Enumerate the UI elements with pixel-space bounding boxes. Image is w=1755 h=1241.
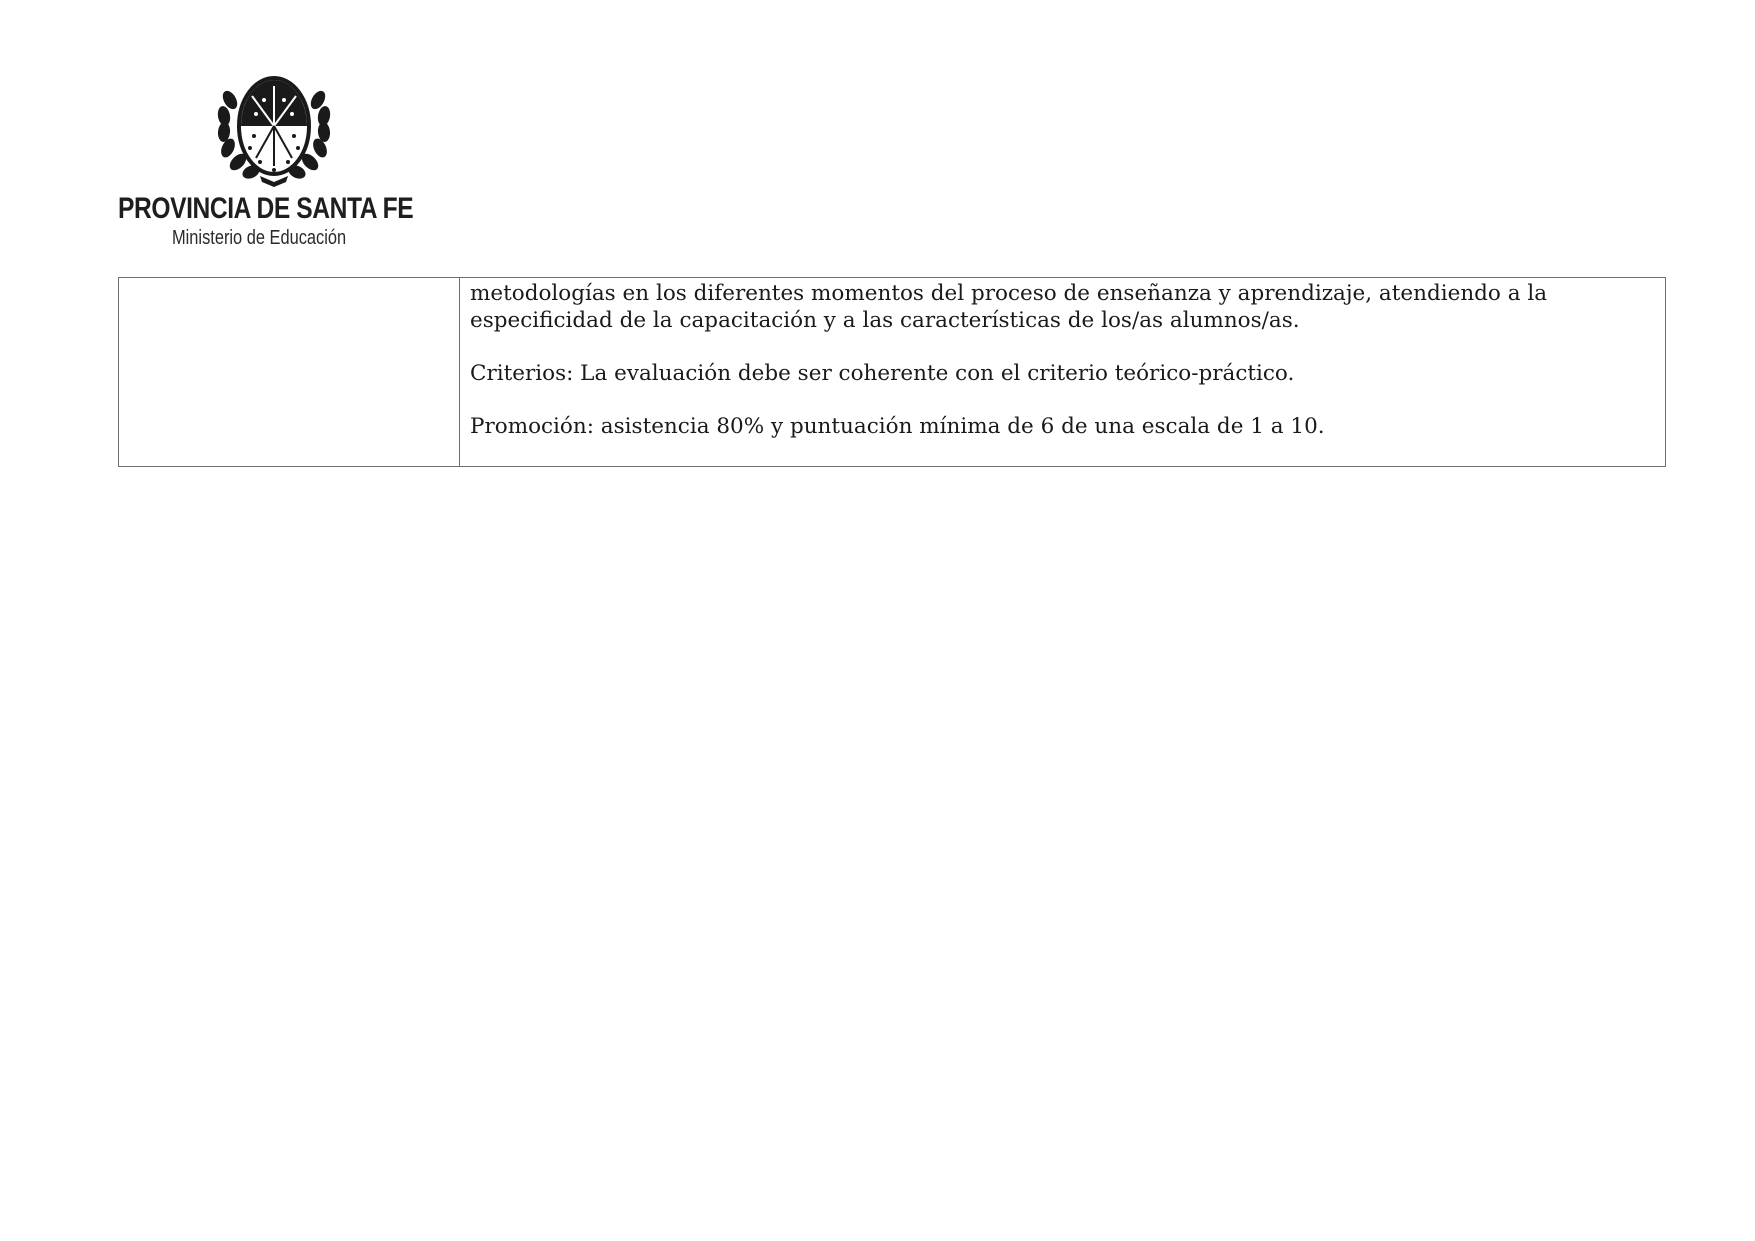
paragraph-criteria: Criterios: La evaluación debe ser coherente con el criterio teórico-práctico.: [470, 361, 1295, 386]
cell-text: [470, 280, 1655, 440]
content-table: [118, 277, 1666, 467]
header-logo: [114, 70, 434, 250]
logo-subtitle: Ministerio de Educación: [172, 227, 347, 249]
paragraph-methodology: metodologías en los diferentes momentos del proceso de enseñanza y aprendizaje, atendiendo a la especificidad de la capacitación y a las características de los/as alumnos/as.: [470, 281, 1548, 333]
logo-title: PROVINCIA DE SANTA FE: [118, 192, 414, 225]
table-cell-right: [460, 278, 1666, 467]
paragraph-promotion: Promoción: asistencia 80% y puntuación mínima de 6 de una escala de 1 a 10.: [470, 414, 1325, 439]
table-cell-left: [119, 278, 460, 467]
coat-of-arms-icon: [216, 70, 332, 188]
table-row: [119, 278, 1666, 467]
